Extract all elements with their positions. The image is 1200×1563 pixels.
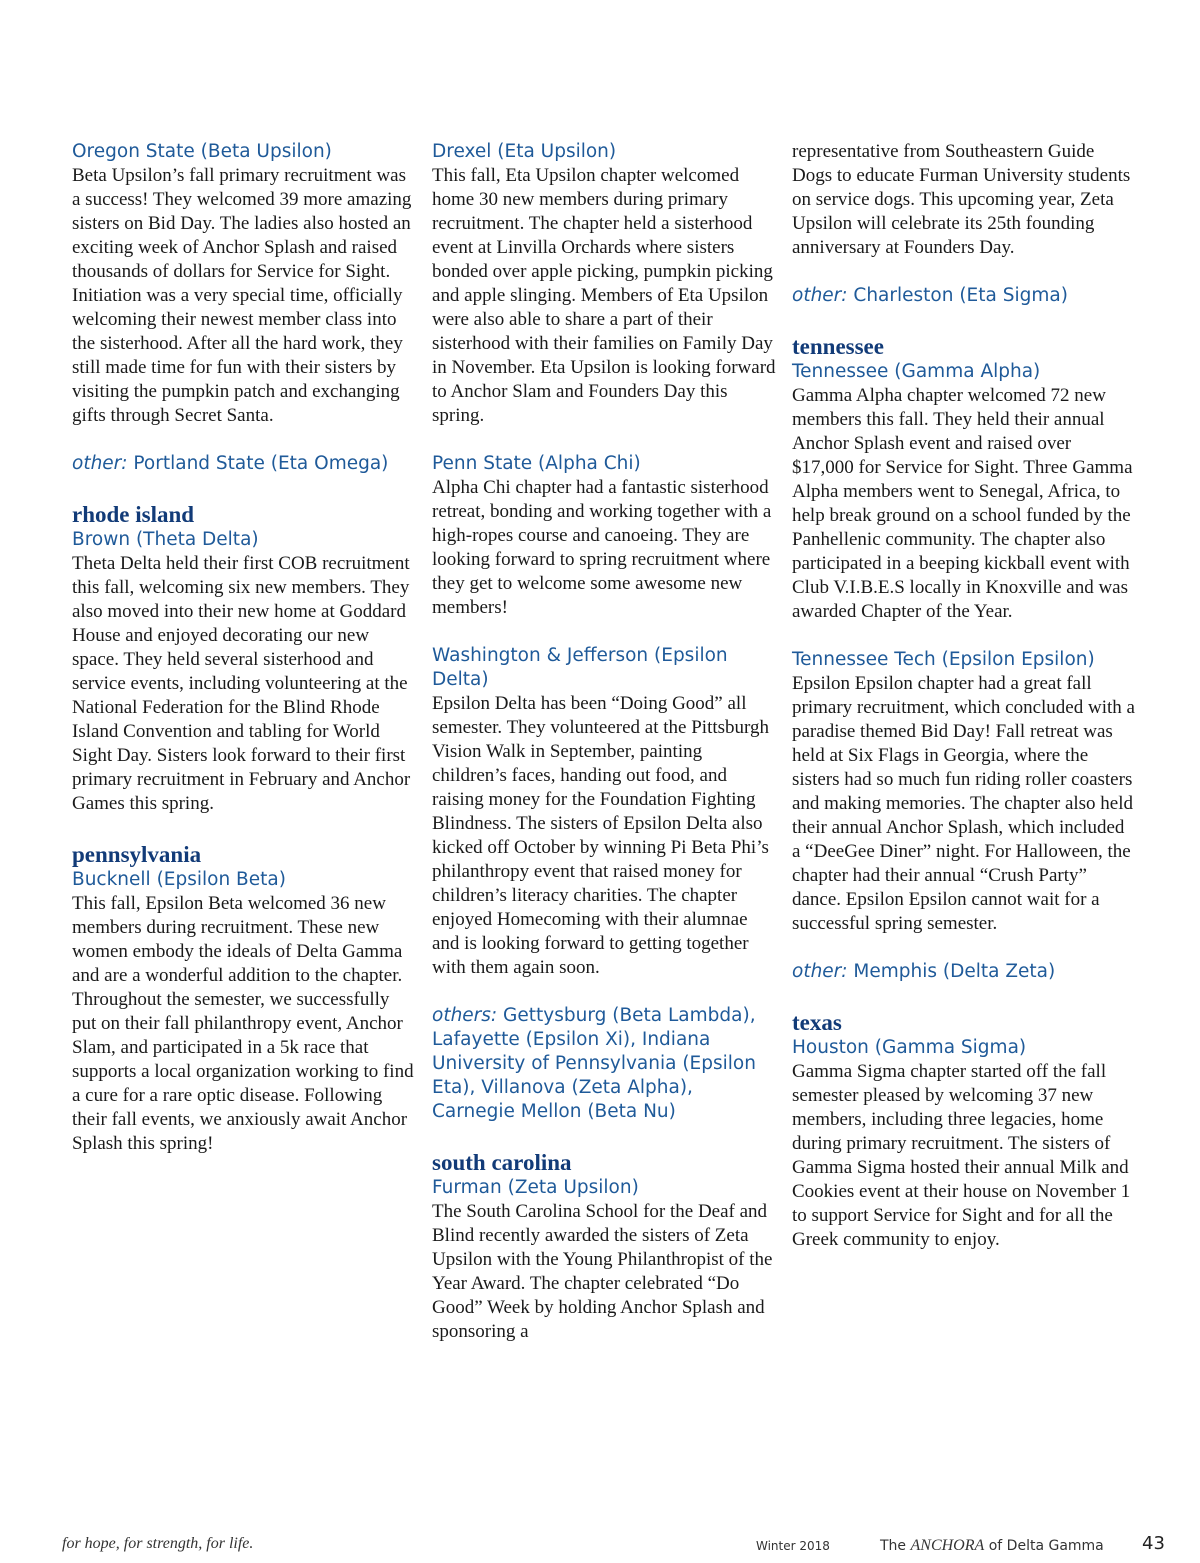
chapter-heading: Tennessee (Gamma Alpha) bbox=[792, 361, 1041, 382]
other-list: Memphis (Delta Zeta) bbox=[847, 961, 1056, 982]
chapter-report: The South Carolina School for the Deaf and Blind recently awarded the sisters of Zeta Upsilon with the Young Philanthropist of the Year Award. The chapter celebrated “Do Good” Week by holding Anchor Splash and sponsoring a bbox=[432, 1201, 773, 1342]
other-label: other: bbox=[72, 453, 128, 474]
issue-date: Winter 2018 bbox=[756, 1539, 830, 1553]
other-list: Portland State (Eta Omega) bbox=[127, 453, 389, 474]
state-heading: texas bbox=[792, 1010, 842, 1035]
state-heading: south carolina bbox=[432, 1150, 572, 1175]
column-3 bbox=[792, 140, 1137, 1252]
chapter-heading: Houston (Gamma Sigma) bbox=[792, 1037, 1027, 1058]
chapter-heading: Furman (Zeta Upsilon) bbox=[432, 1177, 639, 1198]
column-2 bbox=[432, 140, 777, 1344]
chapter-heading: Penn State (Alpha Chi) bbox=[432, 453, 641, 474]
chapter-heading: Drexel (Eta Upsilon) bbox=[432, 141, 617, 162]
chapter-heading: Oregon State (Beta Upsilon) bbox=[72, 141, 332, 162]
chapter-heading: Brown (Theta Delta) bbox=[72, 529, 259, 550]
state-heading: pennsylvania bbox=[72, 842, 202, 867]
chapter-report: Epsilon Epsilon chapter had a great fall primary recruitment, which concluded with a paradise themed Bid Day! Fall retreat was held at Six Flags in Georgia, where the sisters had so much fun riding roller coasters and making memories. The chapter also held their annual Anchor Splash, which included a “DeeGee Diner” night. For Halloween, the chapter had their annual “Crush Party” dance. Epsilon Epsilon cannot wait for a successful spring semester. bbox=[792, 673, 1135, 934]
chapter-report-continued: representative from Southeastern Guide Dogs to educate Furman University students on service dogs. This upcoming year, Zeta Upsilon will celebrate its 25th founding anniversary at Founders Day. bbox=[792, 141, 1131, 258]
chapter-report: Theta Delta held their first COB recruitment this fall, welcoming six new members. They also moved into their new home at Goddard House and enjoyed decorating our new space. They held several sisterhood and service events, including volunteering at the National Federation for the Blind Rhode Island Convention and tabling for World Sight Day. Sisters look forward to their first primary recruitment in February and Anchor Games this spring. bbox=[72, 553, 411, 814]
state-heading: tennessee bbox=[792, 334, 884, 359]
other-label: other: bbox=[792, 961, 848, 982]
other-chapters bbox=[72, 452, 417, 476]
other-chapters bbox=[432, 1004, 777, 1124]
state-heading: rhode island bbox=[72, 502, 195, 527]
chapter-heading: Washington & Jefferson (Epsilon Delta) bbox=[432, 645, 728, 690]
chapter-report: Gamma Alpha chapter welcomed 72 new members this fall. They held their annual Anchor Splash event and raised over $17,000 for Service for Sight. Three Gamma Alpha members went to Senegal, Africa, to help break ground on a school funded by the Panhellenic community. The chapter also participated in a beeping kickball event with Club V.I.B.E.S locally in Knoxville and was awarded Chapter of the Year. bbox=[792, 385, 1133, 622]
magazine-title-pre: The bbox=[880, 1538, 911, 1554]
other-list: Charleston (Eta Sigma) bbox=[847, 285, 1068, 306]
chapter-heading: Bucknell (Epsilon Beta) bbox=[72, 869, 286, 890]
chapter-report: Gamma Sigma chapter started off the fall semester pleased by welcoming 37 new members, including three legacies, home during primary recruitment. The sisters of Gamma Sigma hosted their annual Milk and Cookies event at their house on November 1 to support Service for Sight and for all the Greek community to enjoy. bbox=[792, 1061, 1131, 1250]
chapter-report: This fall, Eta Upsilon chapter welcomed home 30 new members during primary recruitment. The chapter held a sisterhood event at Linvilla Orchards where sisters bonded over apple picking, pumpkin picking and apple slinging. Members of Eta Upsilon were also able to share a part of their sisterhood with their families on Family Day in November. Eta Upsilon is looking forward to Anchor Slam and Founders Day this spring. bbox=[432, 165, 776, 426]
other-label: others: bbox=[432, 1005, 498, 1026]
other-chapters bbox=[792, 284, 1137, 308]
page-footer bbox=[0, 1533, 1200, 1563]
chapter-report: Beta Upsilon’s fall primary recruitment was a success! They welcomed 39 more amazing sisters on Bid Day. The ladies also hosted an exciting week of Anchor Splash and raised thousands of dollars for Service for Sight. Initiation was a very special time, officially welcoming their newest member class into the sisterhood. After all the hard work, they still made time for fun with their sisters by visiting the pumpkin patch and exchanging gifts through Secret Santa. bbox=[72, 165, 412, 426]
magazine-title-post: of Delta Gamma bbox=[984, 1538, 1104, 1554]
chapter-report: Epsilon Delta has been “Doing Good” all semester. They volunteered at the Pittsburgh Vision Walk in September, painting children’s faces, handing out food, and raising money for the Foundation Fighting Blindness. The sisters of Epsilon Delta also kicked off October by winning Pi Beta Phi’s philanthropy event that raised money for children’s literacy charities. The chapter enjoyed Homecoming with their alumnae and is looking forward to getting together with them again soon. bbox=[432, 693, 770, 978]
chapter-heading: Tennessee Tech (Epsilon Epsilon) bbox=[792, 649, 1095, 670]
chapter-report: Alpha Chi chapter had a fantastic sisterhood retreat, bonding and working together with a high-ropes course and canoeing. They are looking forward to spring recruitment where they get to welcome some awesome new members! bbox=[432, 477, 772, 618]
page-number: 43 bbox=[1142, 1533, 1165, 1554]
chapter-report: This fall, Epsilon Beta welcomed 36 new members during recruitment. These new women embody the ideals of Delta Gamma and are a wonderful addition to the chapter. Throughout the semester, we successfully put on their fall philanthropy event, Anchor Slam, and participated in a 5k race that supports a local organization working to find a cure for a rare optic disease. Following their fall events, we anxiously await Anchor Splash this spring! bbox=[72, 893, 414, 1154]
footer-tagline: for hope, for strength, for life. bbox=[62, 1535, 254, 1552]
other-label: other: bbox=[792, 285, 848, 306]
column-1 bbox=[72, 140, 417, 1156]
magazine-title bbox=[880, 1537, 1104, 1555]
other-list: Gettysburg (Beta Lambda), Lafayette (Epsilon Xi), Indiana University of Pennsylvania (Epsilon Eta), Villanova (Zeta Alpha), Carnegie Mellon (Beta Nu) bbox=[432, 1005, 756, 1122]
other-chapters bbox=[792, 960, 1137, 984]
magazine-name: ANCHORA bbox=[910, 1537, 985, 1554]
